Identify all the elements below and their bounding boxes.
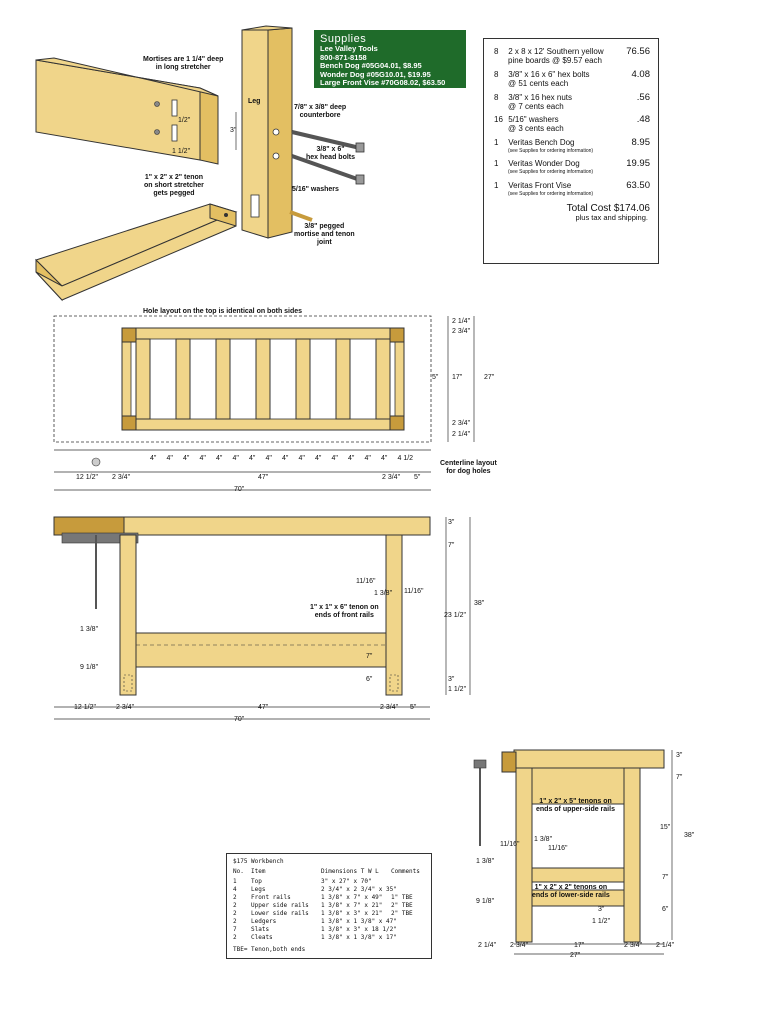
parts-cell: Cleats xyxy=(251,934,273,941)
side-view-drawing xyxy=(462,740,768,960)
slat xyxy=(216,339,230,419)
parts-header: Comments xyxy=(391,868,420,875)
dim: 11/16" xyxy=(356,578,376,585)
dim: 2 1/4" xyxy=(452,318,471,325)
dim: 2 3/4" xyxy=(452,420,471,427)
dim: 7" xyxy=(676,774,683,781)
dim: 1 3/8" xyxy=(476,858,495,865)
cost-item-detail: @ 3 cents each xyxy=(508,124,564,133)
cost-list-box xyxy=(483,38,659,264)
cost-price: 19.95 xyxy=(626,158,650,169)
front-leg xyxy=(120,535,136,695)
dim-half: 1/2" xyxy=(178,117,191,124)
cost-price: .56 xyxy=(636,92,650,103)
parts-cell: 2 xyxy=(233,894,237,901)
dim: 9 1/8" xyxy=(476,898,495,905)
short-stretcher xyxy=(36,204,236,286)
cost-price: 76.56 xyxy=(626,46,650,57)
slat xyxy=(296,339,310,419)
centerline-note: Centerline layout for dog holes xyxy=(440,460,497,475)
dim: 11/16" xyxy=(548,845,568,852)
dim-total: 27" xyxy=(570,952,581,959)
dim: 6" xyxy=(366,676,373,683)
parts-footnote: TBE= Tenon,both ends xyxy=(233,946,306,953)
parts-cell: 2" TBE xyxy=(391,902,413,909)
parts-cell: 2" TBE xyxy=(391,910,413,917)
spacing-dim: 4" xyxy=(315,455,322,462)
slat xyxy=(336,339,350,419)
dim: 12 1/2" xyxy=(76,474,98,481)
parts-title: $175 Workbench xyxy=(233,858,284,865)
dim: 47" xyxy=(258,704,269,711)
dim: 2 3/4" xyxy=(380,704,399,711)
dim: 5" xyxy=(410,704,417,711)
spacing-dim: 4" xyxy=(381,455,388,462)
dim-total: 70" xyxy=(234,716,245,723)
cost-item-detail: (see Supplies for ordering information) xyxy=(508,169,594,175)
spacing-dim: 4" xyxy=(199,455,206,462)
parts-header: Dimensions T W L xyxy=(321,868,379,875)
supplies-line: Lee Valley Tools xyxy=(320,44,378,53)
parts-cell: Top xyxy=(251,878,262,885)
tenon-note: 1" x 2" x 2" tenon on short stretcher gets pegged xyxy=(144,174,204,197)
total-cost: Total Cost $174.06 xyxy=(566,203,650,214)
dim: 9 1/8" xyxy=(80,664,99,671)
parts-cell: 1 3/8" x 7" x 21" xyxy=(321,902,383,909)
parts-cell: Upper side rails xyxy=(251,902,309,909)
vise-jaw xyxy=(502,752,516,772)
dim-total: 70" xyxy=(234,486,245,493)
dim: 38" xyxy=(684,832,695,839)
parts-header: Item xyxy=(251,868,266,875)
upper-tenon-note: 1" x 2" x 5" tenons on ends of upper-side rails xyxy=(536,798,615,813)
parts-cell: Front rails xyxy=(251,894,291,901)
cost-price: 8.95 xyxy=(631,137,650,148)
parts-cell: 2 xyxy=(233,934,237,941)
parts-list xyxy=(226,853,432,959)
parts-cell: 7 xyxy=(233,926,237,933)
dim: 5" xyxy=(432,374,439,381)
supplies-line: Large Front Vise #70G08.02, $63.50 xyxy=(320,78,446,87)
supplies-line: 800-871-8158 xyxy=(320,52,367,62)
slat xyxy=(136,339,150,419)
dim: 2 1/4" xyxy=(478,942,497,949)
cost-price: .48 xyxy=(636,114,650,125)
dim: 7" xyxy=(366,653,373,660)
washers-note: 5/16" washers xyxy=(292,186,339,193)
cost-price: 63.50 xyxy=(626,180,650,191)
leg-label: Leg xyxy=(248,98,261,105)
slat xyxy=(256,339,270,419)
parts-cell: Ledgers xyxy=(251,918,277,925)
dim: 2 3/4" xyxy=(116,704,135,711)
dim: 2 3/4" xyxy=(624,942,643,949)
spacing-dim: 4" xyxy=(348,455,355,462)
cost-item-detail: (see Supplies for ordering information) xyxy=(508,148,594,154)
parts-cell: 1 3/8" x 1 3/8" x 17" xyxy=(321,934,397,941)
mortise-note: Mortises are 1 1/4" deep in long stretcher xyxy=(143,56,224,71)
supplies-line: Bench Dog #05G04.01, $8.95 xyxy=(320,61,422,70)
dim-1-half: 1 1/2" xyxy=(172,148,191,155)
parts-cell: Lower side rails xyxy=(251,910,309,917)
supplies-box xyxy=(314,30,466,88)
dim: 2 3/4" xyxy=(452,328,471,335)
dim: 7" xyxy=(448,542,455,549)
parts-cell: 2 3/4" x 2 3/4" x 35" xyxy=(321,886,397,893)
dim: 12 1/2" xyxy=(74,704,96,711)
vise-jaw xyxy=(54,517,124,535)
cost-item: 1 Veritas Wonder Dog xyxy=(494,159,580,168)
dim: 2 3/4" xyxy=(382,474,401,481)
spacing-dim: 4" xyxy=(364,455,371,462)
spacing-dim: 4" xyxy=(298,455,305,462)
dim: 3" xyxy=(598,906,605,913)
parts-cell: 4 xyxy=(233,886,237,893)
cost-item: 1 Veritas Front Vise xyxy=(494,181,572,190)
parts-cell: Legs xyxy=(251,886,266,893)
dog-hole-spacing xyxy=(150,455,420,464)
dim: 17" xyxy=(574,942,585,949)
dim: 47" xyxy=(258,474,269,481)
parts-cell: Slats xyxy=(251,926,270,933)
dim: 3" xyxy=(448,676,455,683)
spacing-dim: 4" xyxy=(331,455,338,462)
dim: 3" xyxy=(448,519,455,526)
cost-item-detail: (see Supplies for ordering information) xyxy=(508,191,594,197)
spacing-dim: 4" xyxy=(249,455,256,462)
cost-item-detail: pine boards @ $9.57 each xyxy=(508,56,602,65)
parts-cell: 1 3/8" x 7" x 49" xyxy=(321,894,383,901)
parts-cell: 1 3/8" x 3" x 21" xyxy=(321,910,383,917)
slat xyxy=(176,339,190,419)
top-view-note: Hole layout on the top is identical on both sides xyxy=(143,308,303,315)
dim: 7" xyxy=(662,874,669,881)
dim: 1 3/8" xyxy=(534,836,553,843)
spacing-dim: 4" xyxy=(166,455,173,462)
dim: 15" xyxy=(660,824,671,831)
dim: 11/16" xyxy=(404,588,424,595)
spacing-dim: 4" xyxy=(282,455,289,462)
spacing-dim: 4" xyxy=(216,455,223,462)
dim: 11/16" xyxy=(500,841,520,848)
pegged-note: 3/8" pegged mortise and tenon joint xyxy=(294,223,355,246)
side-leg xyxy=(516,768,532,942)
parts-cell: 3" x 27" x 70" xyxy=(321,878,372,885)
supplies-line: Wonder Dog #05G10.01, $19.95 xyxy=(320,69,431,79)
spacing-dim: 4" xyxy=(183,455,190,462)
cost-item: 1 Veritas Bench Dog xyxy=(494,138,575,147)
counterbore-note: 7/8" x 3/8" deep counterbore xyxy=(294,104,347,119)
dim: 1 3/8" xyxy=(374,590,393,597)
front-tenon-note: 1" x 1" x 6" tenon on ends of front rails xyxy=(310,604,379,619)
spacing-dim: 4" xyxy=(232,455,239,462)
cost-item-detail: @ 51 cents each xyxy=(508,79,569,88)
cost-item: 8 3/8" x 16 hex nuts xyxy=(494,93,573,102)
cost-item: 8 2 x 8 x 12' Southern yellow xyxy=(494,47,604,56)
parts-cell: 2 xyxy=(233,918,237,925)
front-leg xyxy=(386,535,402,695)
dim: 2 1/4" xyxy=(452,431,471,438)
top-view-drawing xyxy=(0,300,768,500)
cost-item-detail: @ 7 cents each xyxy=(508,102,564,111)
dim: 1 1/2" xyxy=(448,686,467,693)
dim: 5" xyxy=(414,474,421,481)
front-rail xyxy=(136,633,386,667)
parts-cell: 2 xyxy=(233,902,237,909)
dim: 38" xyxy=(474,600,485,607)
dim-3: 3" xyxy=(230,127,237,134)
ledger xyxy=(532,868,624,882)
dim: 17" xyxy=(452,374,463,381)
slat xyxy=(376,339,390,419)
cost-item: 16 5/16" washers xyxy=(494,115,559,124)
side-top xyxy=(514,750,664,768)
parts-cell: 2 xyxy=(233,910,237,917)
cost-price: 4.08 xyxy=(631,69,650,80)
dim: 2 1/4" xyxy=(656,942,675,949)
side-leg xyxy=(624,768,640,942)
dim: 27" xyxy=(484,374,495,381)
dim: 2 3/4" xyxy=(112,474,131,481)
parts-header: No. xyxy=(233,868,244,875)
parts-cell: 1 3/8" x 1 3/8" x 47" xyxy=(321,918,397,925)
spacing-dim: 4 1/2 xyxy=(397,455,414,462)
dim: 23 1/2" xyxy=(444,612,466,619)
spacing-dim: 4" xyxy=(265,455,272,462)
supplies-title: Supplies xyxy=(320,33,367,45)
parts-cell: 1 3/8" x 3" x 18 1/2" xyxy=(321,926,397,933)
parts-cell: 1" TBE xyxy=(391,894,413,901)
dim: 2 3/4" xyxy=(510,942,529,949)
cost-item: 8 3/8" x 16 x 6" hex bolts xyxy=(494,70,590,79)
dim: 6" xyxy=(662,906,669,913)
dim: 3" xyxy=(676,752,683,759)
total-note: plus tax and shipping. xyxy=(575,213,648,222)
dim: 1 1/2" xyxy=(592,918,611,925)
dim: 1 3/8" xyxy=(80,626,99,633)
parts-cell: 1 xyxy=(233,878,237,885)
front-view-drawing xyxy=(0,505,480,725)
lower-tenon-note: 1" x 2" x 2" tenons on ends of lower-side rails xyxy=(532,884,610,899)
spacing-dim: 4" xyxy=(150,455,157,462)
bolts-note: 3/8" x 6" hex head bolts xyxy=(306,146,356,161)
